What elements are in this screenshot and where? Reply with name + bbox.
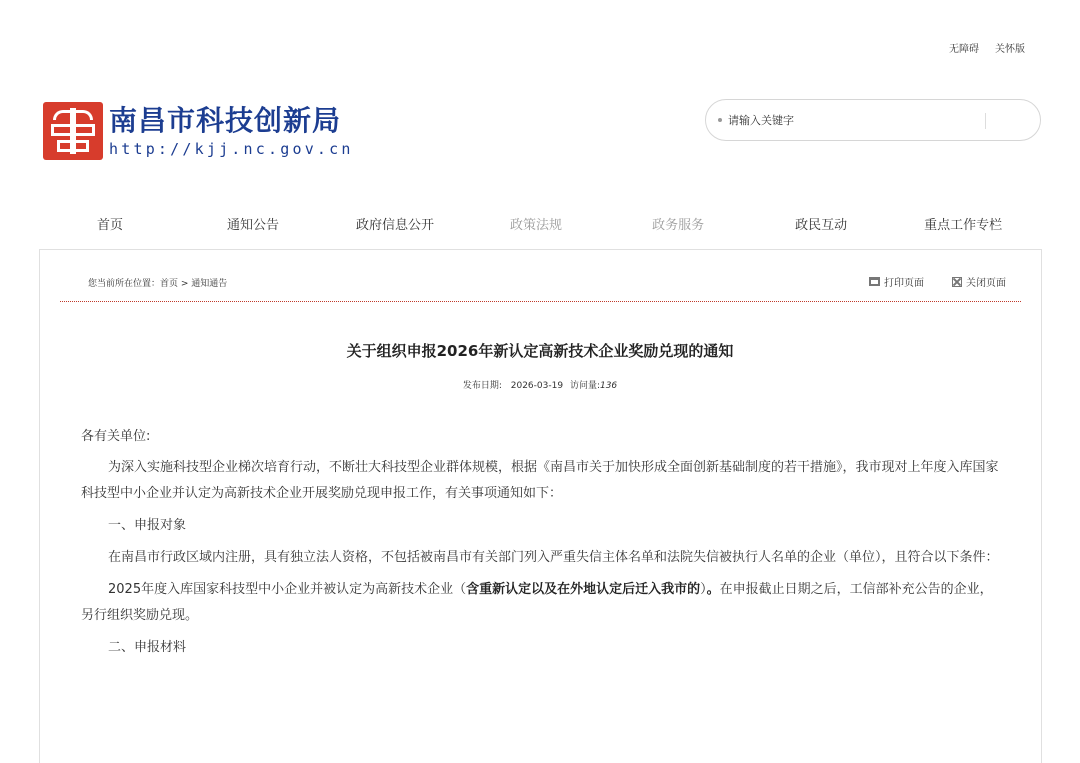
criteria-emphasis: 含重新认定以及在外地认定后迁入我市的 [466, 582, 701, 597]
close-icon [952, 277, 962, 287]
accessibility-link[interactable]: 无障碍 [949, 44, 979, 55]
site-url: http://kjj.nc.gov.cn [109, 140, 354, 158]
paragraph-criteria [81, 577, 1003, 629]
close-page-button[interactable] [952, 274, 1006, 289]
close-label: 关闭页面 [966, 278, 1006, 289]
date-label: 发布日期: [462, 381, 502, 391]
divider [60, 301, 1021, 302]
article-meta [0, 378, 1080, 391]
search-input[interactable] [728, 114, 978, 127]
emblem-icon [43, 102, 103, 160]
print-icon [869, 277, 880, 286]
page-tools [869, 274, 1006, 289]
search-box [705, 99, 1041, 141]
view-count: 136 [599, 381, 618, 391]
breadcrumb-home[interactable]: 首页 [160, 279, 179, 289]
nav-item-policies[interactable]: 政策法规 [510, 218, 563, 233]
criteria-text-e: 在申报截止日期之后，工信部补充公告的企业，另行组织奖励兑现。 [81, 582, 993, 623]
search-divider [985, 113, 986, 129]
elderly-mode-link[interactable]: 关怀版 [995, 44, 1025, 55]
print-button[interactable] [869, 274, 924, 289]
nav-item-notices[interactable]: 通知公告 [227, 218, 280, 233]
paragraph-eligibility: 在南昌市行政区域内注册，具有独立法人资格，不包括被南昌市有关部门列入严重失信主体名单和法院失信被执行人名单的企业（单位），且符合以下条件： [108, 550, 999, 565]
section-heading-2: 二、申报材料 [108, 640, 187, 655]
criteria-period: 。 [706, 582, 720, 597]
site-logo[interactable] [43, 102, 354, 160]
publish-date: 2026-03-19 [510, 381, 564, 391]
print-label: 打印页面 [884, 278, 924, 289]
main-nav [40, 214, 1040, 233]
site-title: 南昌市科技创新局 [109, 104, 342, 137]
criteria-text-c: ） [700, 582, 707, 597]
breadcrumb-current[interactable]: 通知通告 [191, 279, 228, 289]
search-dot-icon [718, 118, 722, 122]
paragraph-intro: 为深入实施科技型企业梯次培育行动，不断壮大科技型企业群体规模，根据《南昌市关于加快形成全面创新基础制度的若干措施》，我市现对上年度入库国家科技型中小企业并认定为高新技术企业开展奖励兑现申报工作，有关事项通知如下： [81, 460, 999, 501]
article-body [81, 424, 1003, 661]
criteria-text-a: 2025年度入库国家科技型中小企业并被认定为高新技术企业（ [108, 582, 467, 597]
top-links [949, 40, 1025, 55]
breadcrumb-separator: > [178, 279, 192, 289]
breadcrumb-prefix: 您当前所在位置： [88, 279, 161, 289]
nav-item-key-work[interactable]: 重点工作专栏 [924, 218, 1003, 233]
views-label: 访问量: [569, 381, 600, 391]
breadcrumb [88, 276, 227, 289]
nav-item-gov-info[interactable]: 政府信息公开 [356, 218, 435, 233]
section-heading-1: 一、申报对象 [108, 518, 187, 533]
article-title: 关于组织申报2026年新认定高新技术企业奖励兑现的通知 [346, 342, 734, 360]
nav-item-interaction[interactable]: 政民互动 [795, 218, 848, 233]
salutation: 各有关单位: [81, 429, 151, 444]
nav-item-home[interactable]: 首页 [97, 218, 124, 233]
nav-item-services[interactable]: 政务服务 [652, 218, 705, 233]
